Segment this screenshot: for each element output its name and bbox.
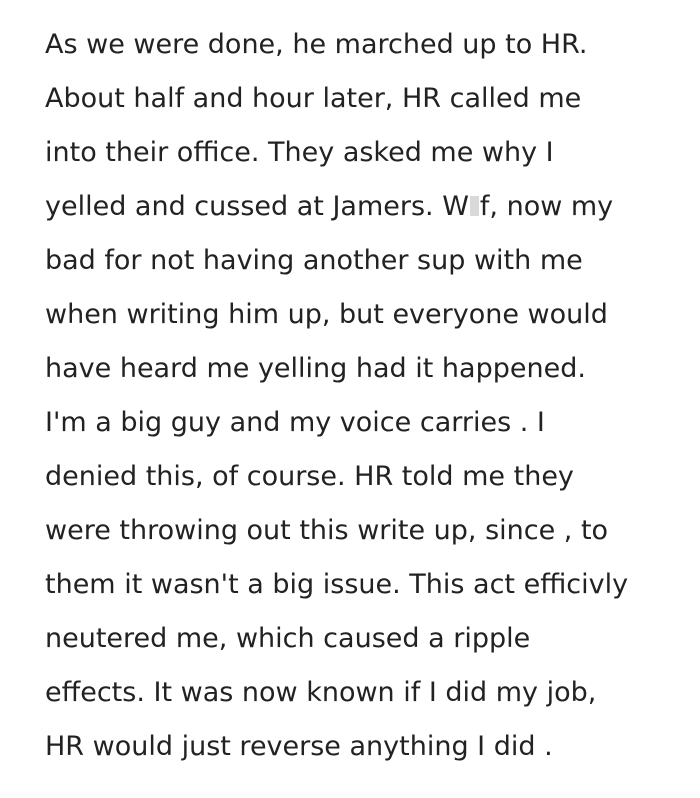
text-line: when writing him up, but everyone would <box>45 299 608 330</box>
text-line: effects. It was now known if I did my job, <box>45 677 597 708</box>
text-line: bad for not having another sup with me <box>45 245 583 276</box>
text-line: denied this, of course. HR told me they <box>45 461 574 492</box>
text-line: I'm a big guy and my voice carries . I <box>45 407 545 438</box>
text-segment: f, now my <box>479 191 614 222</box>
story-text <box>45 21 695 777</box>
text-line: neutered me, which caused a ripple <box>45 623 531 654</box>
text-line <box>45 183 695 237</box>
text-line: HR would just reverse anything I did . <box>45 731 553 762</box>
text-line: into their office. They asked me why I <box>45 137 554 168</box>
text-line: them it wasn't a big issue. This act efficivly <box>45 569 629 600</box>
censor-block <box>470 196 479 216</box>
text-segment: yelled and cussed at Jamers. W <box>45 191 469 222</box>
text-line: About half and hour later, HR called me <box>45 83 582 114</box>
text-line: have heard me yelling had it happened. <box>45 353 586 384</box>
text-line: were throwing out this write up, since , to <box>45 515 609 546</box>
text-line: As we were done, he marched up to HR. <box>45 29 588 60</box>
